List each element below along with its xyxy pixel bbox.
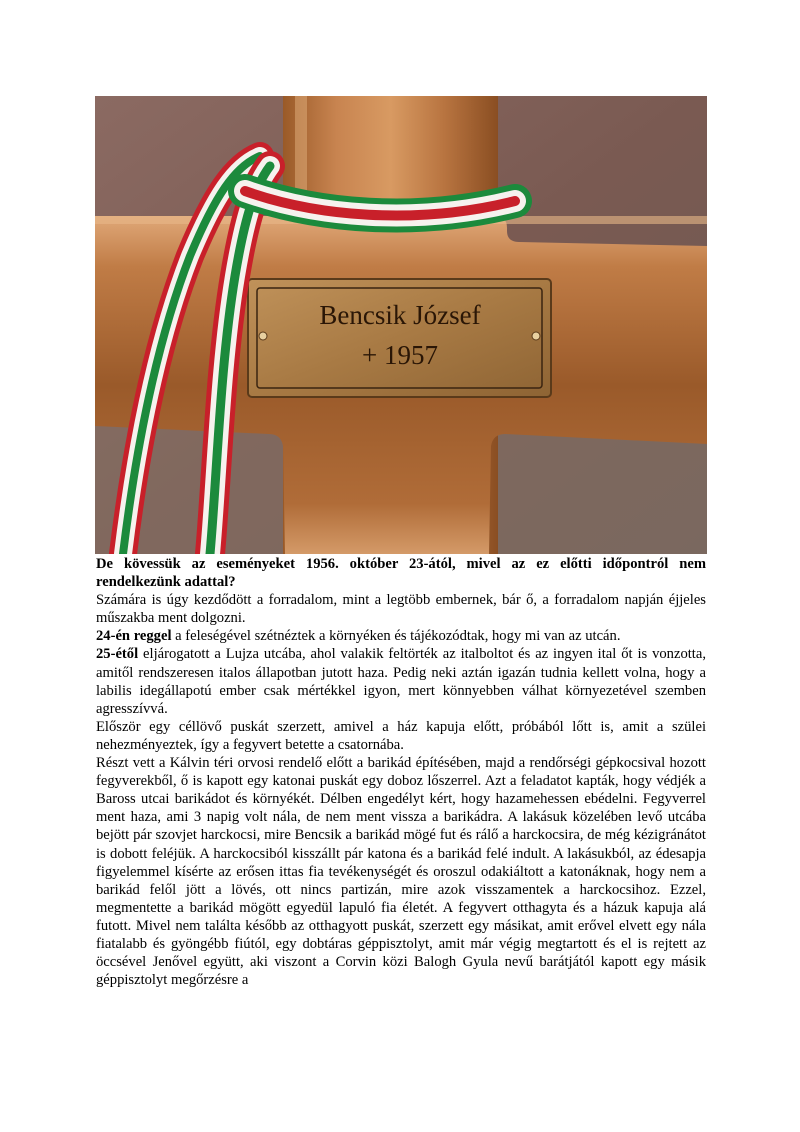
paragraph	[96, 555, 706, 591]
paragraph	[96, 627, 706, 645]
paragraph	[96, 718, 706, 754]
paragraph	[96, 754, 706, 989]
paragraph	[96, 645, 706, 717]
paragraph-lead: 25-étől	[96, 646, 139, 663]
paragraph-body: a feleségével szétnéztek a környéken és tájékozódtak, hogy mi van az utcán.	[171, 628, 621, 645]
plaque-date: + 1957	[362, 340, 438, 370]
paragraph-lead: 24-én reggel	[96, 628, 172, 645]
paragraph-body: Először egy céllövő puskát szerzett, amivel a ház kapuja előtt, próbából lőtt is, amit a szülei nehezményeztek, így a fegyvert betette a csatornába.	[96, 718, 706, 753]
memorial-cross-photo	[95, 96, 707, 554]
paragraph-body: eljárogatott a Lujza utcába, ahol valakik feltörték az italboltot és az ingyen ital őt is vonzotta, amitől rendszeresen italos állapotban jutott haza. Pedig neki aztán igazán tudnia kellett volna, hogy a labilis idegállapotú ember csak mértékkel igyon, mert könnyebben válhat környezetével szemben agresszívvá.	[96, 646, 706, 717]
article-text	[96, 555, 706, 989]
plaque-name: Bencsik József	[319, 300, 481, 330]
paragraph-body: Részt vett a Kálvin téri orvosi rendelő előtt a barikád építésében, majd a rendőrségi gépkocsival hozott fegyverekből, ő is kapott egy katonai puskát egy doboz lőszerrel. Azt a feladatot kapták, hogy védjék a Baross utcai barikádot és környékét. Délben engedélyt kért, hogy hazamehessen ebédelni. Fegyverrel ment haza, ami 3 napig volt nála, de nem ment vissza a barikádra. A lakásuk közelében levő utcába bejött pár szovjet harckocsi, mire Bencsik a barikád mögé fut és rálő a harckocsira, de még kézigránátot is dobott feléjük. A harckocsiból kisszállt pár katona és a barikád felé indult. A lakásukból, az édesapja figyelemmel kísérte az erősen ittas fia tevékenységét és oroszul odakiáltott a katonáknak, hogy nem a barikád felől jött a lövés, ott nincs partizán, mire azok visszamentek a harckocsihoz. Ezzel, megmentette a barikád mögött egyedül lapuló fia életét. A fegyvert otthagyta és a házuk kapuja alá futott. Mivel nem találta később az otthagyott puskát, szerzett egy másikat, amit erővel elvett egy nála fiatalabb és gyöngébb fiútól, egy dobtáras géppisztolyt, amit már végig megtartott és el is rejtett az öccsével Jenővel együtt, aki viszont a Corvin közi Balogh Gyula nevű barátjától kapott egy másik géppisztolyt megőrzésre a	[96, 755, 706, 989]
paragraph-lead: De kövessük az eseményeket 1956. október 23-ától, mivel az ez előtti időpontról nem rendelkezünk adattal?	[96, 556, 706, 591]
paragraph	[96, 591, 706, 627]
paragraph-body: Számára is úgy kezdődött a forradalom, mint a legtöbb embernek, bár ő, a forradalom napján éjjeles műszakba ment dolgozni.	[96, 592, 706, 627]
